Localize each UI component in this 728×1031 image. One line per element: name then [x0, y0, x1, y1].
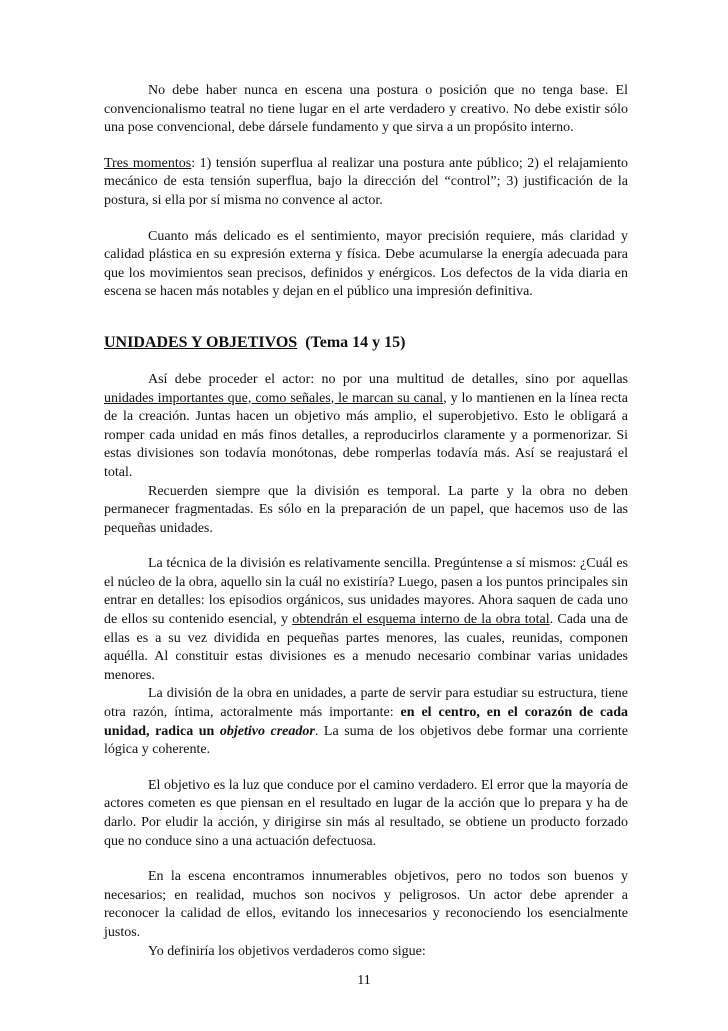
- heading-main: UNIDADES Y OBJETIVOS: [104, 333, 298, 351]
- division-text-a: La división de la obra en unidades, a parte de servir para estudiar su estructura, tiene otra razón, íntima, actoralmente más importante:: [104, 686, 628, 721]
- tecnica-underlined: obtendrán el esquema interno de la obra total: [292, 612, 550, 628]
- tres-momentos-text: : 1) tensión superflua al realizar una postura ante público; 2) el relajamiento mecánico de esta tensión superflua, bajo la dirección del “control”; 3) justificación de la postura, si ella por sí misma no convence al actor.: [104, 155, 629, 208]
- unidades-text-a: Así debe proceder el actor: no por una multitud de detalles, sino por aquellas: [148, 371, 628, 387]
- paragraph-postura: No debe haber nunca en escena una postura o posición que no tenga base. El convencionalismo teatral no tiene lugar en el arte verdadero y creativo. No debe existir sólo una pose convencional, debe dársele fundamento y que sirva a un propósito interno.: [104, 83, 628, 136]
- paragraph-objetivos-escena: En la escena encontramos innumerables objetivos, pero no todos son buenos y necesarios; en realidad, muchos son nocivos y peligrosos. Un actor debe aprender a reconocer la calidad de ellos, evitando los innecesarios y reconociendo los esencialmente justos.: [104, 869, 628, 940]
- heading-sub: (Tema 14 y 15): [305, 333, 406, 351]
- document-page: [104, 82, 628, 961]
- division-bold: en el centro, en el corazón de cada unidad, radica un: [104, 705, 628, 739]
- page-number: 11: [357, 973, 371, 988]
- paragraph-tres-momentos: [104, 155, 628, 211]
- paragraph-sentimiento: Cuanto más delicado es el sentimiento, mayor precisión requiere, más claridad y calidad plástica en su expresión externa y física. Debe acumularse la energía adecuada para que los movimientos sean precisos, definidos y enérgicos. Los defectos de la vida diaria en escena se hacen más notables y dejan en el público una impresión definitiva.: [104, 228, 628, 300]
- paragraph-unidades: [104, 371, 628, 483]
- paragraph-definicion: Yo definiría los objetivos verdaderos como sigue:: [148, 943, 426, 959]
- paragraph-division-temporal: Recuerden siempre que la división es temporal. La parte y la obra no deben permanecer fragmentadas. Es sólo en la preparación de un papel, que hacemos uso de las pequeñas unidades.: [104, 483, 628, 536]
- division-bold-italic: objetivo creador: [219, 723, 315, 739]
- paragraph-tecnica: [104, 555, 628, 685]
- paragraph-objetivo-luz: El objetivo es la luz que conduce por el camino verdadero. El error que la mayoría de actores cometen es que piensan en el resultado en lugar de la acción que lo prepara y ha de darlo. Por eludir la acción, y dirigirse sin más al resultado, se obtiene un producto forzado que no conduce sino a una actuación defectuosa.: [104, 777, 628, 849]
- tecnica-text-b: . Cada una de ellas es a su vez dividida en pequeñas partes menores, las cuales, reunidas, componen aquélla. Al constituir estas divisiones es a menudo necesario combinar varias unidades menores.: [104, 612, 628, 683]
- unidades-text-b: , y lo mantienen en la línea recta de la creación. Juntas hacen un objetivo más amplio, el superobjetivo. Esto le obligará a romper cada unidad en más finos detalles, a reproducirlos claramente y a pormenorizar. Si estas divisiones son todavía monótonas, debe romperlas todavía más. Así se reajustará el total.: [104, 390, 628, 480]
- unidades-underlined: unidades importantes que, como señales, le marcan su canal: [104, 390, 444, 406]
- tres-momentos-label: Tres momentos: [104, 155, 192, 171]
- section-heading: [104, 332, 628, 354]
- division-text-b: . La suma de los objetivos debe formar una corriente lógica y coherente.: [104, 723, 629, 758]
- paragraph-division-obra: [104, 685, 628, 759]
- tecnica-text-a: La técnica de la división es relativamente sencilla. Pregúntense a sí mismos: ¿Cuál es el núcleo de la obra, aquello sin la cuál no existiría? Luego, pasen a los puntos principales sin entrar en detalles: los episodios orgánicos, sus unidades mayores. Ahora saquen de cada uno de ellos su contenido esencial, y: [104, 556, 628, 628]
